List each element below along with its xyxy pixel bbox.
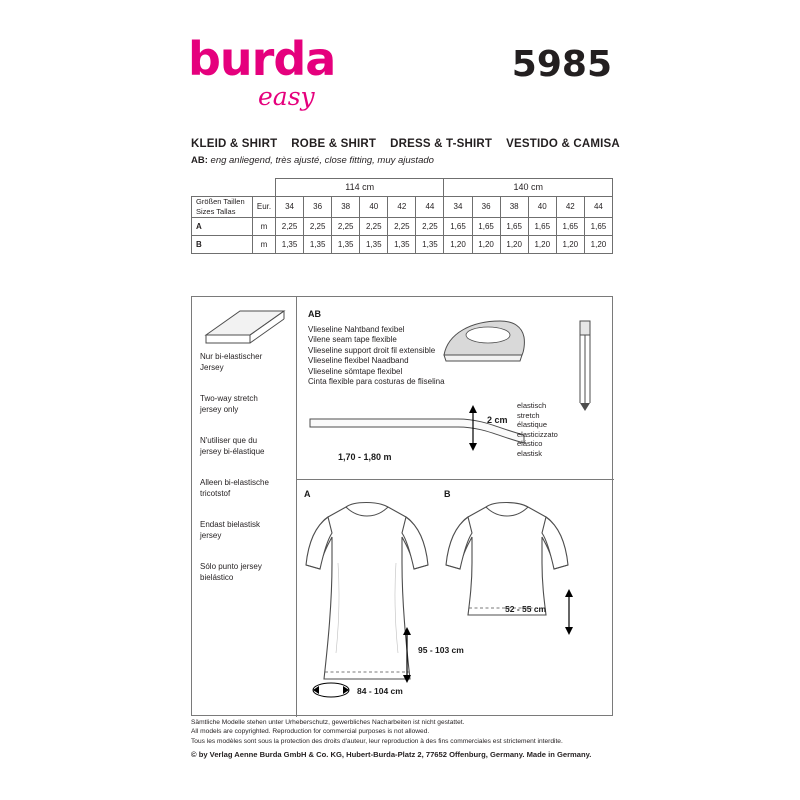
title-languages <box>191 138 620 150</box>
fit-text: eng anliegend, très ajusté, close fitting, muy ajustado <box>210 155 434 166</box>
size-cell: 36 <box>472 196 500 217</box>
fit-description <box>191 155 613 166</box>
table-row-widths <box>192 179 613 197</box>
footer-legal <box>191 718 621 760</box>
yardage-cell: 2,25 <box>360 217 388 235</box>
yardage-cell: 1,65 <box>444 217 472 235</box>
brand-wordmark: burda <box>188 32 336 86</box>
yardage-cell: 2,25 <box>304 217 332 235</box>
yardage-cell: 1,20 <box>584 235 612 253</box>
iron-icon <box>438 311 528 367</box>
notion-line: Vlieseline flexibel Naadband <box>308 356 409 366</box>
table-row-sizes <box>192 196 613 217</box>
fabric-note-sv: Endast bielastisk jersey <box>200 520 261 540</box>
elastic-word: elastisk <box>517 448 543 458</box>
notion-line: Vlieseline Nahtband fexibel <box>308 325 405 334</box>
notion-line: Cinta flexible para costuras de fliselina <box>308 377 445 387</box>
size-cell: 34 <box>276 196 304 217</box>
burda-logo <box>188 32 448 116</box>
legal-line-de: Sämtliche Modelle stehen unter Urheberschutz, gewerbliches Nacharbeiten ist nicht gestattet. <box>191 719 465 726</box>
needles-icon <box>570 319 600 419</box>
fabric-note-nl: Alleen bi-elastische tricotstof <box>200 478 269 498</box>
size-cell: 40 <box>528 196 556 217</box>
title-es: VESTIDO & CAMISA <box>506 138 620 150</box>
panel-divider-vertical <box>296 297 297 717</box>
table-row <box>192 217 613 235</box>
title-block <box>191 138 620 166</box>
elastic-word: elasticizzato <box>517 429 558 439</box>
hem-width-label: 84 - 104 cm <box>357 686 403 696</box>
spacer-cell <box>253 179 276 197</box>
title-de: KLEID & SHIRT <box>191 138 278 150</box>
title-fr: ROBE & SHIRT <box>291 138 377 150</box>
size-cell: 40 <box>360 196 388 217</box>
yardage-cell: 1,65 <box>556 217 584 235</box>
tape-length-label: 1,70 - 1,80 m <box>338 452 392 462</box>
yardage-cell: 1,20 <box>528 235 556 253</box>
sizes-label-en: Sizes Tallas <box>196 206 236 216</box>
size-cell: 34 <box>444 196 472 217</box>
folded-fabric-icon <box>200 305 290 350</box>
unit-cell: m <box>253 217 276 235</box>
legal-line-en: All models are copyrighted. Reproduction for commercial purposes is not allowed. <box>191 728 430 736</box>
copyright-line: © by Verlag Aenne Burda GmbH & Co. KG, Hubert-Burda-Platz 2, 77652 Offenburg, Germany. Made in Germany. <box>191 750 592 760</box>
yardage-cell: 1,20 <box>444 235 472 253</box>
notion-line: Vlieseline support droit fil extensible <box>308 345 436 355</box>
dress-length-arrow <box>398 627 416 683</box>
title-en: DRESS & T-SHIRT <box>390 138 493 150</box>
yardage-cell: 1,20 <box>556 235 584 253</box>
yardage-cell: 1,35 <box>416 235 444 253</box>
view-row-label: A <box>192 217 253 235</box>
notions-views-label: AB <box>308 309 321 319</box>
size-cell: 36 <box>304 196 332 217</box>
elastic-word: elástico <box>517 439 543 449</box>
yardage-cell: 1,35 <box>304 235 332 253</box>
tape-width-label: 2 cm <box>487 415 508 425</box>
fabric-notes-list <box>200 351 292 603</box>
brand-sub-wordmark: easy <box>258 82 315 111</box>
size-cell: 38 <box>500 196 528 217</box>
yardage-cell: 1,35 <box>360 235 388 253</box>
unit-cell: m <box>253 235 276 253</box>
notion-line: Vlieseline sömtape flexibel <box>308 366 403 376</box>
dress-line-drawing <box>302 493 442 708</box>
yardage-cell: 1,65 <box>500 217 528 235</box>
yardage-cell: 2,25 <box>276 217 304 235</box>
dress-length-label: 95 - 103 cm <box>418 645 464 655</box>
illustration-panel <box>191 296 613 716</box>
yardage-cell: 1,65 <box>584 217 612 235</box>
size-cell: 42 <box>388 196 416 217</box>
shirt-length-arrow <box>560 589 578 635</box>
shirt-length-label: 52 - 55 cm <box>505 604 547 614</box>
yardage-cell: 1,65 <box>472 217 500 235</box>
elastic-word: stretch <box>517 410 540 420</box>
fabric-note-es: Sólo punto jersey bielástico <box>200 562 262 582</box>
elastic-word: élastique <box>517 420 548 430</box>
sizes-label-de: Größen Taillen <box>196 196 245 206</box>
yardage-cell: 1,65 <box>528 217 556 235</box>
fabric-note-de: Nur bi-elastischer Jersey <box>200 352 263 372</box>
view-b-label: B <box>444 489 451 499</box>
fabric-note-fr: N'utiliser que du jersey bi-élastique <box>200 436 265 456</box>
yardage-cell: 1,35 <box>388 235 416 253</box>
yardage-cell: 2,25 <box>388 217 416 235</box>
yardage-cell: 1,35 <box>276 235 304 253</box>
size-cell: 44 <box>416 196 444 217</box>
panel-divider-horizontal <box>296 479 614 480</box>
fabric-width-114: 114 cm <box>276 179 444 197</box>
views-label: AB: <box>191 155 208 166</box>
size-cell: 44 <box>584 196 612 217</box>
tape-width-arrow <box>464 405 482 451</box>
elastic-words-list <box>517 401 558 459</box>
legal-line-fr: Tous les modèles sont sous la protection des droits d'auteur, leur reproduction à des fins commerciales est strictement interdite. <box>191 737 563 745</box>
sizes-label <box>192 196 253 217</box>
yardage-cell: 2,25 <box>332 217 360 235</box>
eur-label: Eur. <box>253 196 276 217</box>
size-cell: 38 <box>332 196 360 217</box>
spacer-cell <box>192 179 253 197</box>
yardage-cell: 1,20 <box>472 235 500 253</box>
fabric-width-140: 140 cm <box>444 179 613 197</box>
view-a-label: A <box>304 489 311 499</box>
notion-line: Vilene seam tape flexible <box>308 335 397 345</box>
yardage-cell: 2,25 <box>416 217 444 235</box>
hem-circumference-icon <box>310 679 352 701</box>
pattern-number: 5985 <box>511 44 612 85</box>
yardage-cell: 1,20 <box>500 235 528 253</box>
fabric-note-en: Two-way stretch jersey only <box>200 394 258 414</box>
view-row-label: B <box>192 235 253 253</box>
size-cell: 42 <box>556 196 584 217</box>
fabric-requirement-table <box>191 178 613 254</box>
table-row <box>192 235 613 253</box>
yardage-cell: 1,35 <box>332 235 360 253</box>
elastic-word: elastisch <box>517 401 547 410</box>
